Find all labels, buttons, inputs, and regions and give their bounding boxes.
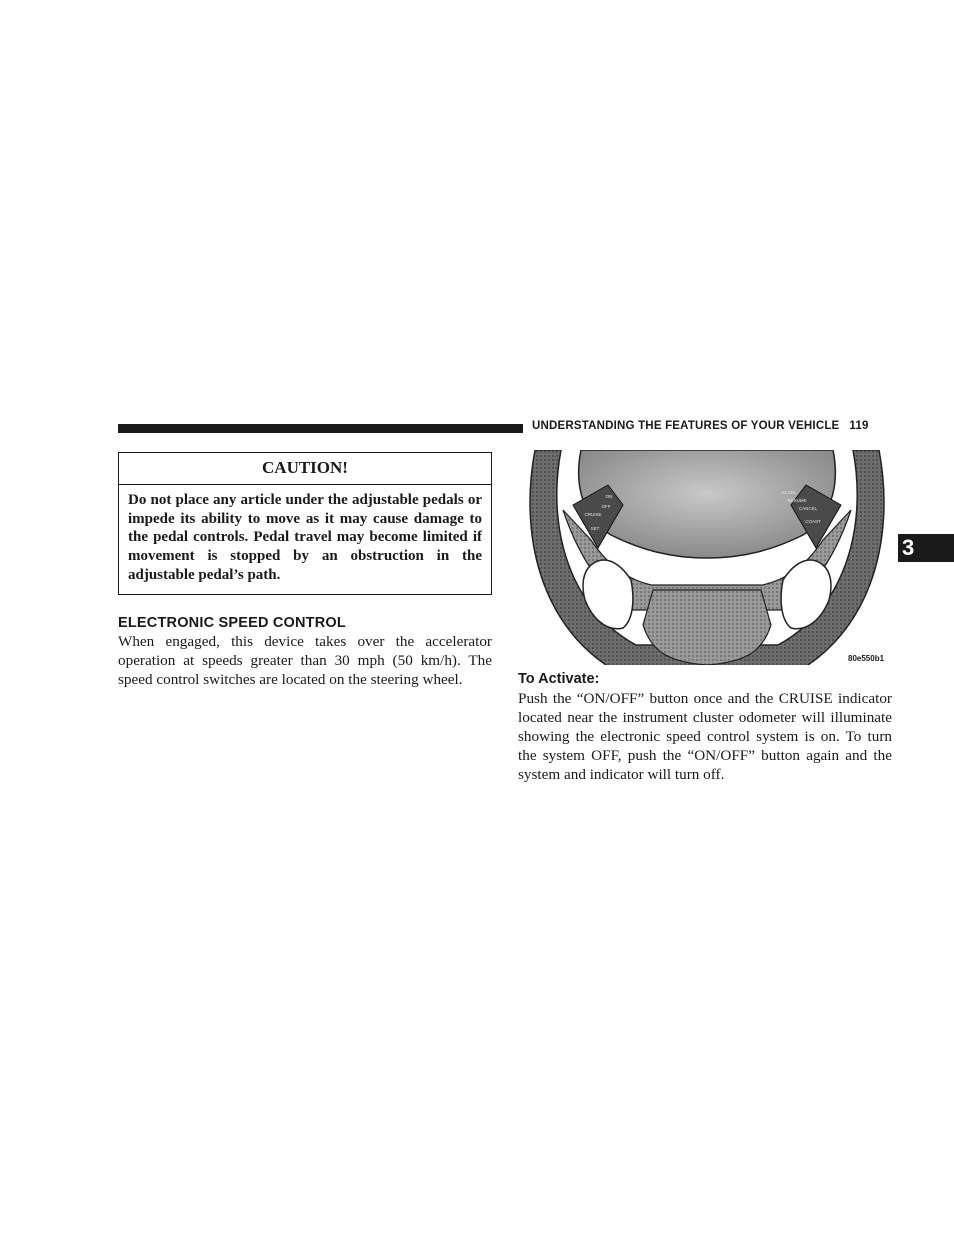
left-switch-button-label: OFF bbox=[601, 504, 611, 509]
figure-label: 80e550b1 bbox=[848, 654, 885, 663]
right-switch-button-label: CANCEL bbox=[798, 506, 818, 511]
caution-box bbox=[118, 452, 492, 595]
left-switch-button-label: CRUISE bbox=[584, 512, 602, 517]
caution-title: CAUTION! bbox=[119, 453, 491, 485]
header-rule bbox=[118, 424, 523, 433]
left-switch-button-label: ON bbox=[605, 494, 613, 499]
page-number: 119 bbox=[849, 420, 869, 432]
section-heading: ELECTRONIC SPEED CONTROL bbox=[118, 615, 346, 631]
steering-wheel-icon bbox=[523, 450, 891, 665]
steering-wheel-illustration bbox=[523, 450, 891, 665]
activate-heading: To Activate: bbox=[518, 671, 600, 687]
speed-control-paragraph: When engaged, this device takes over the accelerator operation at speeds greater than 30 mph (50 km/h). The speed control switches are located on the steering wheel. bbox=[118, 633, 492, 688]
chapter-tab: 3 bbox=[898, 534, 954, 562]
running-title: UNDERSTANDING THE FEATURES OF YOUR VEHICLE bbox=[532, 420, 840, 432]
right-switch-button-label: ACCEL bbox=[781, 490, 797, 495]
right-switch-button-label: RESUME bbox=[787, 498, 807, 503]
right-switch-button-label: COAST bbox=[805, 519, 821, 524]
caution-text: Do not place any article under the adjustable pedals or impede its ability to move as it may cause damage to the pedal controls. Pedal travel may become limited if movement is stopped by an obstruction in the adjustable pedal’s path. bbox=[128, 492, 482, 583]
running-header bbox=[532, 420, 869, 432]
activate-paragraph: Push the “ON/OFF” button once and the CRUISE indicator located near the instrument cluster odometer will illuminate showing the electronic speed control system is on. To turn the system OFF, push the “ON/OFF” button again and the system and indicator will turn off. bbox=[518, 690, 892, 783]
left-switch-button-label: SET bbox=[590, 526, 600, 531]
